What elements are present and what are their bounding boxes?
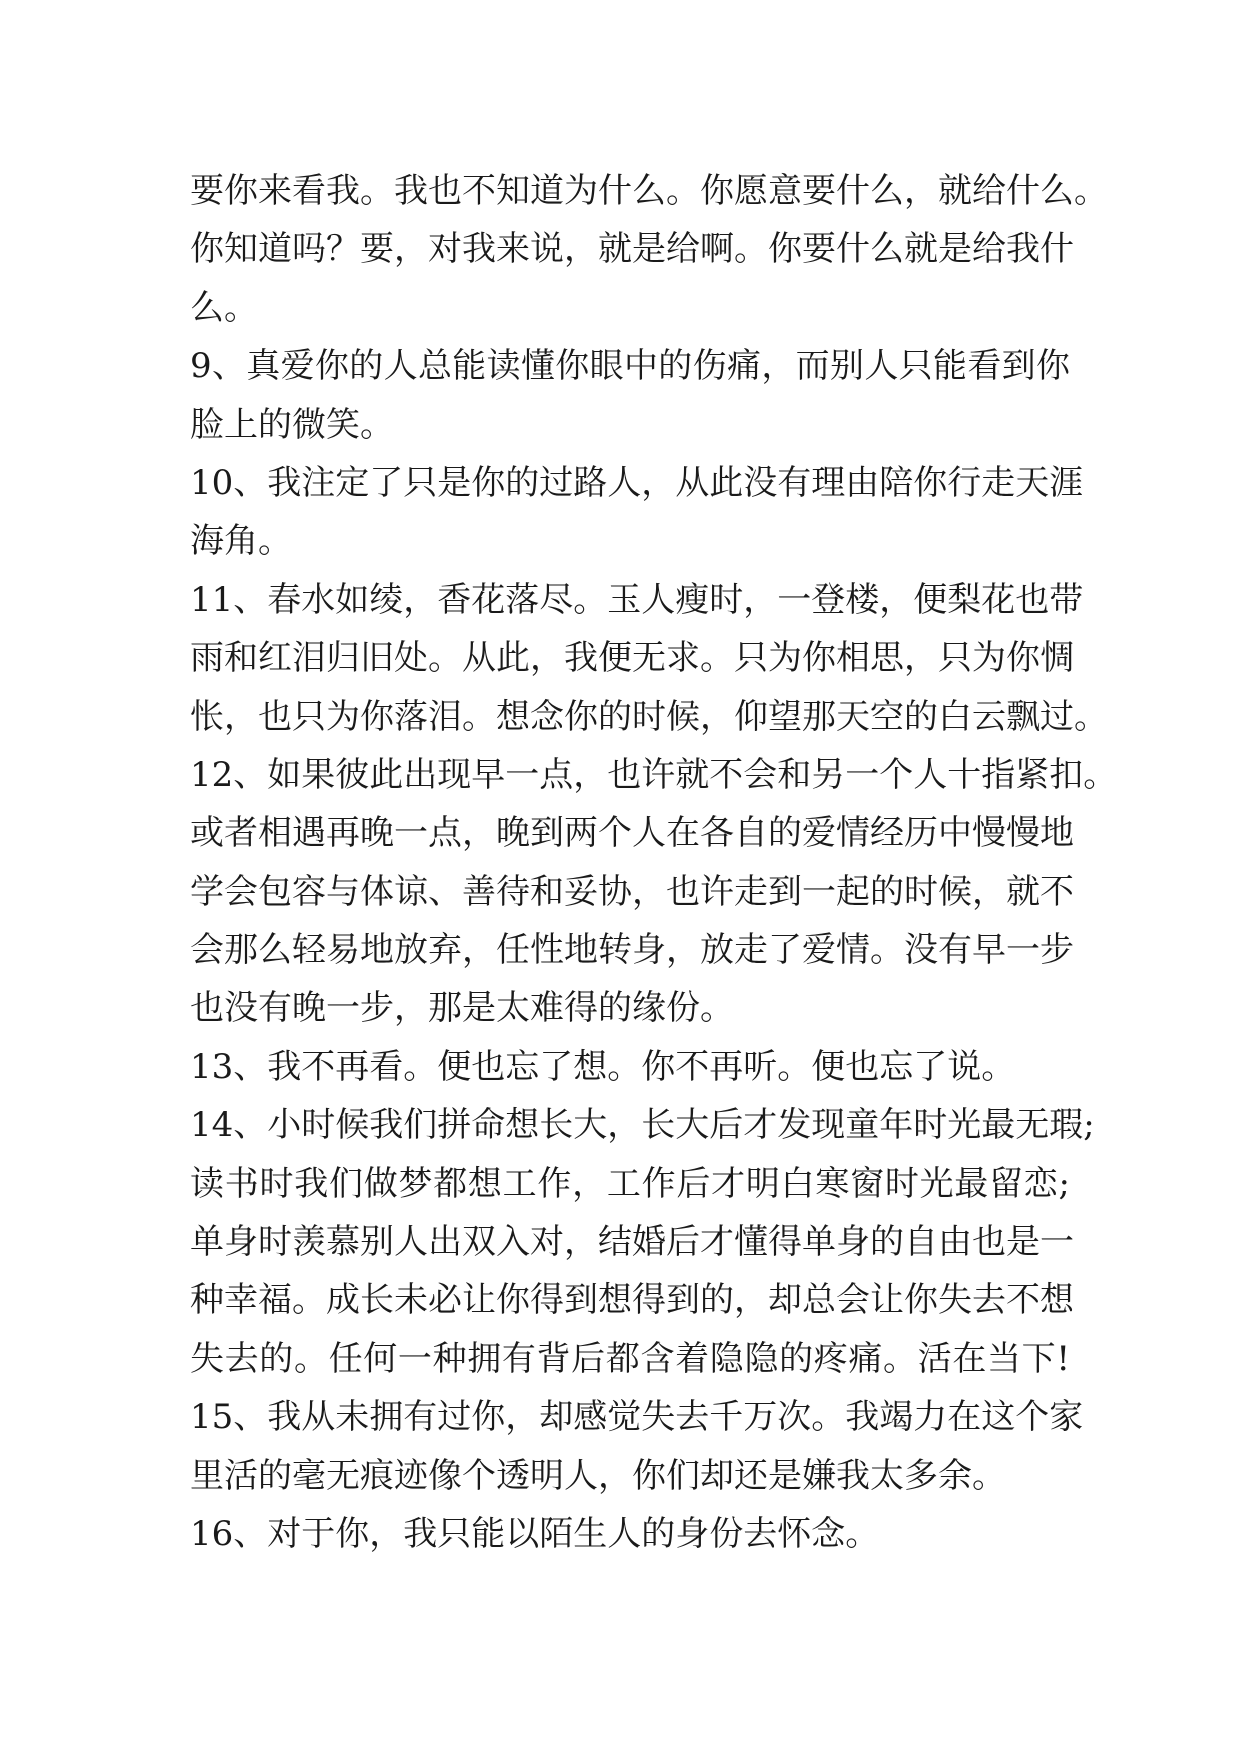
text-line: 海角。: [190, 521, 292, 562]
text-line: 10、我注定了只是你的过路人，从此没有理由陪你行走天涯: [190, 462, 1084, 503]
text-line: 雨和红泪归旧处。从此，我便无求。只为你相思，只为你惆: [190, 638, 1074, 679]
text-line: 9、真爱你的人总能读懂你眼中的伤痛，而别人只能看到你: [190, 346, 1070, 387]
text-line: 要你来看我。我也不知道为什么。你愿意要什么，就给什么。: [190, 171, 1108, 211]
text-line: 15、我从未拥有过你，却感觉失去千万次。我竭力在这个家: [190, 1397, 1084, 1438]
text-line: 么。: [190, 287, 258, 328]
text-line: 或者相遇再晚一点，晚到两个人在各自的爱情经历中慢慢地: [190, 813, 1074, 854]
text-line: 12、如果彼此出现早一点，也许就不会和另一个人十指紧扣。: [190, 754, 1118, 795]
text-line: 也没有晚一步，那是太难得的缘份。: [190, 988, 734, 1029]
text-line: 单身时羡慕别人出双入对，结婚后才懂得单身的自由也是一: [190, 1222, 1074, 1263]
text-line: 14、小时候我们拼命想长大，长大后才发现童年时光最无瑕;: [190, 1105, 1095, 1146]
text-line: 会那么轻易地放弃，任性地转身，放走了爱情。没有早一步: [190, 930, 1074, 971]
text-line: 学会包容与体谅、善待和妥协，也许走到一起的时候，就不: [190, 871, 1074, 912]
text-line: 种幸福。成长未必让你得到想得到的，却总会让你失去不想: [190, 1280, 1074, 1321]
text-line: 13、我不再看。便也忘了想。你不再听。便也忘了说。: [190, 1046, 1016, 1087]
text-line: 脸上的微笑。: [190, 404, 394, 445]
text-line: 读书时我们做梦都想工作，工作后才明白寒窗时光最留恋;: [190, 1163, 1070, 1204]
text-line: 失去的。任何一种拥有背后都含着隐隐的疼痛。活在当下!: [190, 1338, 1070, 1379]
text-line: 11、春水如绫，香花落尽。玉人瘦时，一登楼，便梨花也带: [190, 579, 1084, 620]
text-line: 怅，也只为你落泪。想念你的时候，仰望那天空的白云飘过。: [190, 696, 1108, 737]
text-line: 16、对于你，我只能以陌生人的身份去怀念。: [190, 1513, 880, 1554]
text-line: 你知道吗？要，对我来说，就是给啊。你要什么就是给我什: [190, 229, 1074, 270]
body-text: [190, 162, 1118, 1563]
text-line: 里活的毫无痕迹像个透明人，你们却还是嫌我太多余。: [190, 1455, 1006, 1496]
